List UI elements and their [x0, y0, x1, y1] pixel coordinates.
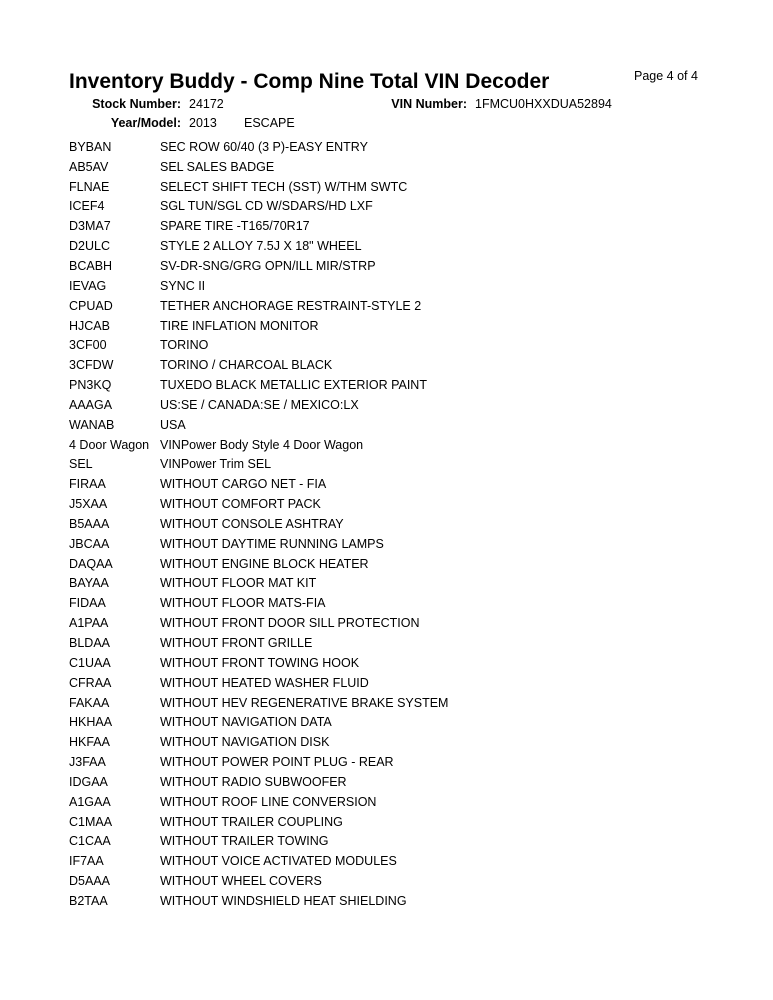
- option-code-row: [69, 197, 749, 217]
- option-code: A1PAA: [69, 616, 109, 631]
- option-code-row: [69, 633, 749, 653]
- option-description: SV-DR-SNG/GRG OPN/ILL MIR/STRP: [160, 258, 376, 273]
- option-code: SEL: [69, 457, 93, 472]
- model-value: ESCAPE: [244, 116, 295, 130]
- option-description: VINPower Body Style 4 Door Wagon: [160, 437, 364, 452]
- option-description: WITHOUT FRONT TOWING HOOK: [160, 655, 360, 670]
- option-code: D5AAA: [69, 874, 110, 889]
- option-code-row: [69, 137, 749, 157]
- option-description: WITHOUT ENGINE BLOCK HEATER: [160, 556, 369, 571]
- option-code-row: [69, 216, 749, 236]
- option-code: 3CF00: [69, 338, 107, 353]
- option-code: C1CAA: [69, 834, 111, 849]
- option-code: AAAGA: [69, 397, 113, 412]
- option-description: WITHOUT COMFORT PACK: [160, 497, 321, 512]
- option-code: IF7AA: [69, 854, 104, 869]
- option-description: WITHOUT TRAILER COUPLING: [160, 814, 343, 829]
- page-number: Page 4 of 4: [634, 69, 698, 83]
- option-code: FAKAA: [69, 695, 110, 710]
- option-code: D3MA7: [69, 219, 111, 234]
- option-code-row: [69, 157, 749, 177]
- option-code: BAYAA: [69, 576, 109, 591]
- option-description: TORINO: [160, 338, 209, 353]
- option-code-row: [69, 395, 749, 415]
- option-code-row: [69, 256, 749, 276]
- option-code-row: [69, 752, 749, 772]
- option-code: HJCAB: [69, 318, 110, 333]
- option-code: FIDAA: [69, 596, 106, 611]
- option-description: USA: [160, 417, 186, 432]
- option-code: IDGAA: [69, 774, 108, 789]
- option-description: WITHOUT HEATED WASHER FLUID: [160, 675, 369, 690]
- option-code: WANAB: [69, 417, 115, 432]
- option-description: TUXEDO BLACK METALLIC EXTERIOR PAINT: [160, 378, 427, 393]
- option-description: WITHOUT TRAILER TOWING: [160, 834, 329, 849]
- page-title: Inventory Buddy - Comp Nine Total VIN Decoder: [69, 70, 550, 93]
- option-description: WITHOUT CONSOLE ASHTRAY: [160, 516, 344, 531]
- option-code: CPUAD: [69, 298, 113, 313]
- option-code-row: [69, 335, 749, 355]
- option-code-row: [69, 673, 749, 693]
- option-description: WITHOUT ROOF LINE CONVERSION: [160, 794, 377, 809]
- option-code: DAQAA: [69, 556, 113, 571]
- option-description: WITHOUT HEV REGENERATIVE BRAKE SYSTEM: [160, 695, 449, 710]
- option-code: HKFAA: [69, 735, 110, 750]
- option-code-row: [69, 316, 749, 336]
- option-code-row: [69, 494, 749, 514]
- option-code-row: [69, 415, 749, 435]
- option-description: SEC ROW 60/40 (3 P)-EASY ENTRY: [160, 139, 368, 154]
- option-code: B2TAA: [69, 893, 108, 908]
- option-code: HKHAA: [69, 715, 113, 730]
- option-code-row: [69, 871, 749, 891]
- option-code-row: [69, 534, 749, 554]
- option-description: WITHOUT VOICE ACTIVATED MODULES: [160, 854, 397, 869]
- option-code-row: [69, 891, 749, 911]
- option-code: A1GAA: [69, 794, 111, 809]
- option-description: TIRE INFLATION MONITOR: [160, 318, 319, 333]
- option-code-row: [69, 455, 749, 475]
- option-code-row: [69, 474, 749, 494]
- option-code-row: [69, 574, 749, 594]
- option-code: B5AAA: [69, 516, 110, 531]
- option-code: D2ULC: [69, 239, 110, 254]
- option-code-row: [69, 712, 749, 732]
- option-description: VINPower Trim SEL: [160, 457, 272, 472]
- option-code: AB5AV: [69, 159, 109, 174]
- option-code-row: [69, 276, 749, 296]
- option-code-row: [69, 514, 749, 534]
- option-code-row: [69, 435, 749, 455]
- option-code-row: [69, 296, 749, 316]
- option-description: WITHOUT DAYTIME RUNNING LAMPS: [160, 536, 384, 551]
- option-code: C1UAA: [69, 655, 111, 670]
- option-description: WITHOUT FLOOR MATS-FIA: [160, 596, 326, 611]
- option-code-row: [69, 851, 749, 871]
- option-code-row: [69, 355, 749, 375]
- option-description: WITHOUT FRONT GRILLE: [160, 636, 313, 651]
- year-value: 2013: [189, 116, 217, 130]
- option-description: WITHOUT FLOOR MAT KIT: [160, 576, 317, 591]
- option-code-row: [69, 792, 749, 812]
- vin-number-value: 1FMCU0HXXDUA52894: [475, 97, 612, 111]
- option-code-row: [69, 375, 749, 395]
- option-description: STYLE 2 ALLOY 7.5J X 18" WHEEL: [160, 239, 362, 254]
- option-description: WITHOUT RADIO SUBWOOFER: [160, 774, 347, 789]
- option-description: TETHER ANCHORAGE RESTRAINT-STYLE 2: [160, 298, 422, 313]
- option-code-row: [69, 693, 749, 713]
- option-code: J5XAA: [69, 497, 108, 512]
- option-code: FLNAE: [69, 179, 110, 194]
- option-code-row: [69, 832, 749, 852]
- vin-number-label: VIN Number:: [391, 97, 467, 111]
- option-code-row: [69, 177, 749, 197]
- option-description: WITHOUT FRONT DOOR SILL PROTECTION: [160, 616, 420, 631]
- option-description: SEL SALES BADGE: [160, 159, 275, 174]
- option-code: FIRAA: [69, 477, 106, 492]
- option-code: J3FAA: [69, 755, 106, 770]
- option-code-row: [69, 772, 749, 792]
- option-code: IEVAG: [69, 278, 107, 293]
- option-code-row: [69, 613, 749, 633]
- option-code: ICEF4: [69, 199, 105, 214]
- option-code: C1MAA: [69, 814, 113, 829]
- option-code-row: [69, 653, 749, 673]
- option-code: BYBAN: [69, 139, 112, 154]
- option-code: BCABH: [69, 258, 113, 273]
- option-description: US:SE / CANADA:SE / MEXICO:LX: [160, 397, 359, 412]
- option-code-row: [69, 554, 749, 574]
- year-model-label: Year/Model:: [110, 116, 181, 130]
- stock-number-label: Stock Number:: [92, 97, 181, 111]
- option-code-row: [69, 236, 749, 256]
- option-description: WITHOUT WINDSHIELD HEAT SHIELDING: [160, 893, 407, 908]
- option-code: BLDAA: [69, 636, 110, 651]
- option-code: CFRAA: [69, 675, 112, 690]
- option-code-list: [69, 137, 749, 911]
- option-code: PN3KQ: [69, 378, 112, 393]
- option-code: JBCAA: [69, 536, 110, 551]
- option-description: SYNC II: [160, 278, 206, 293]
- option-description: WITHOUT CARGO NET - FIA: [160, 477, 327, 492]
- option-description: WITHOUT WHEEL COVERS: [160, 874, 322, 889]
- option-description: WITHOUT NAVIGATION DISK: [160, 735, 330, 750]
- option-code-row: [69, 812, 749, 832]
- option-code-row: [69, 732, 749, 752]
- option-code: 3CFDW: [69, 358, 114, 373]
- option-description: WITHOUT POWER POINT PLUG - REAR: [160, 755, 394, 770]
- option-description: SPARE TIRE -T165/70R17: [160, 219, 310, 234]
- option-description: SELECT SHIFT TECH (SST) W/THM SWTC: [160, 179, 408, 194]
- option-description: SGL TUN/SGL CD W/SDARS/HD LXF: [160, 199, 373, 214]
- stock-number-value: 24172: [189, 97, 224, 111]
- option-code: 4 Door Wagon: [69, 437, 150, 452]
- option-code-row: [69, 593, 749, 613]
- option-description: WITHOUT NAVIGATION DATA: [160, 715, 332, 730]
- option-description: TORINO / CHARCOAL BLACK: [160, 358, 333, 373]
